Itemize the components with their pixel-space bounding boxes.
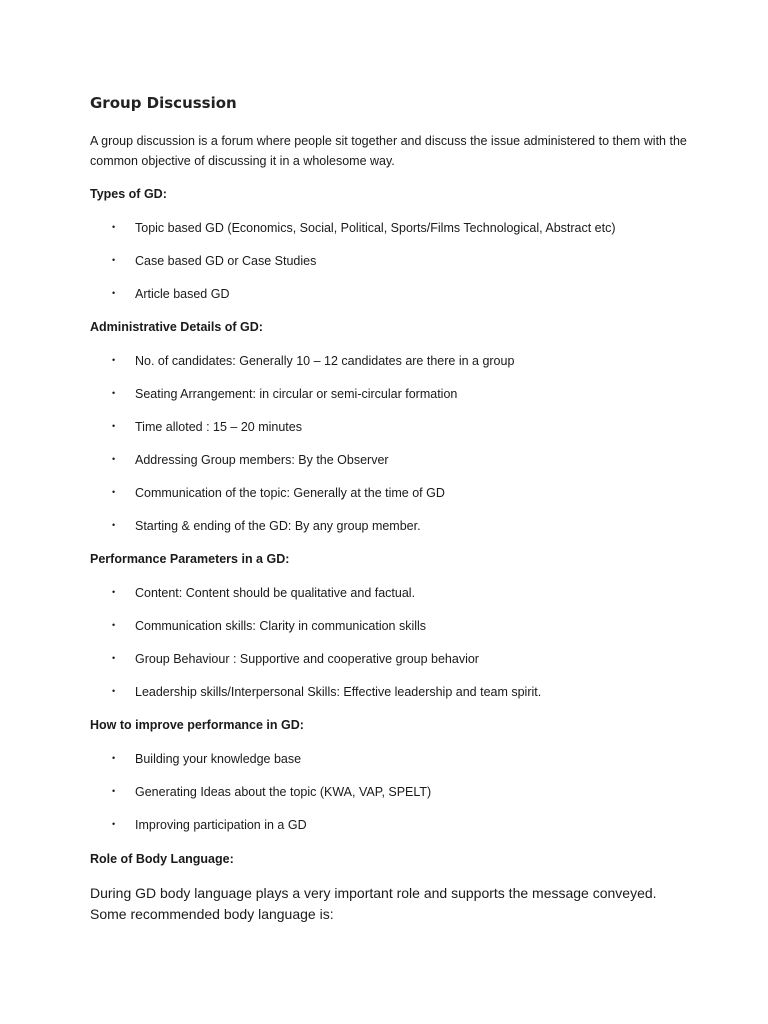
bullet-icon: • — [112, 255, 116, 265]
list-types — [112, 219, 616, 318]
list-item: • Article based GD — [112, 287, 230, 301]
bullet-icon: • — [112, 753, 116, 763]
bullet-icon: • — [112, 620, 116, 630]
bullet-icon: • — [112, 355, 116, 365]
list-improve — [112, 750, 431, 849]
list-item: • No. of candidates: Generally 10 – 12 candidates are there in a group — [112, 354, 515, 368]
bullet-icon: • — [112, 288, 116, 298]
list-administrative — [112, 352, 514, 550]
list-item: • Topic based GD (Economics, Social, Political, Sports/Films Technological, Abstract etc) — [112, 221, 616, 235]
list-item: • Case based GD or Case Studies — [112, 254, 317, 268]
section-heading-performance: Performance Parameters in a GD: — [90, 552, 290, 566]
bullet-icon: • — [112, 421, 116, 431]
intro-paragraph: A group discussion is a forum where people sit together and discuss the issue administered to them with the common objective of discussing it in a wholesome way. — [90, 134, 687, 168]
list-item: • Time alloted : 15 – 20 minutes — [112, 420, 302, 434]
list-item: • Improving participation in a GD — [112, 818, 307, 832]
bullet-icon: • — [112, 819, 116, 829]
list-item: • Communication skills: Clarity in communication skills — [112, 619, 427, 633]
list-item: • Content: Content should be qualitative and factual. — [112, 586, 416, 600]
bullet-icon: • — [112, 222, 116, 232]
bullet-icon: • — [112, 388, 116, 398]
list-item: • Leadership skills/Interpersonal Skills: Effective leadership and team spirit. — [112, 685, 542, 699]
list-item: • Group Behaviour : Supportive and cooperative group behavior — [112, 652, 479, 666]
list-item: • Addressing Group members: By the Observer — [112, 453, 389, 467]
bullet-icon: • — [112, 786, 116, 796]
section-heading-improve: How to improve performance in GD: — [90, 718, 304, 732]
bullet-icon: • — [112, 587, 116, 597]
list-item: • Seating Arrangement: in circular or semi-circular formation — [112, 387, 458, 401]
list-item: • Building your knowledge base — [112, 752, 302, 766]
section-heading-administrative: Administrative Details of GD: — [90, 320, 263, 334]
bullet-icon: • — [112, 487, 116, 497]
closing-paragraph: During GD body language plays a very important role and supports the message conveyed. Some recommended body language is: — [90, 885, 657, 922]
bullet-icon: • — [112, 653, 116, 663]
bullet-icon: • — [112, 520, 116, 530]
page-title: Group Discussion — [90, 94, 237, 112]
section-heading-types: Types of GD: — [90, 187, 167, 201]
list-performance — [112, 584, 541, 716]
list-item: • Starting & ending of the GD: By any group member. — [112, 519, 421, 533]
section-heading-body-language: Role of Body Language: — [90, 852, 234, 866]
list-item: • Communication of the topic: Generally at the time of GD — [112, 486, 445, 500]
bullet-icon: • — [112, 454, 116, 464]
list-item: • Generating Ideas about the topic (KWA, VAP, SPELT) — [112, 785, 432, 799]
bullet-icon: • — [112, 686, 116, 696]
